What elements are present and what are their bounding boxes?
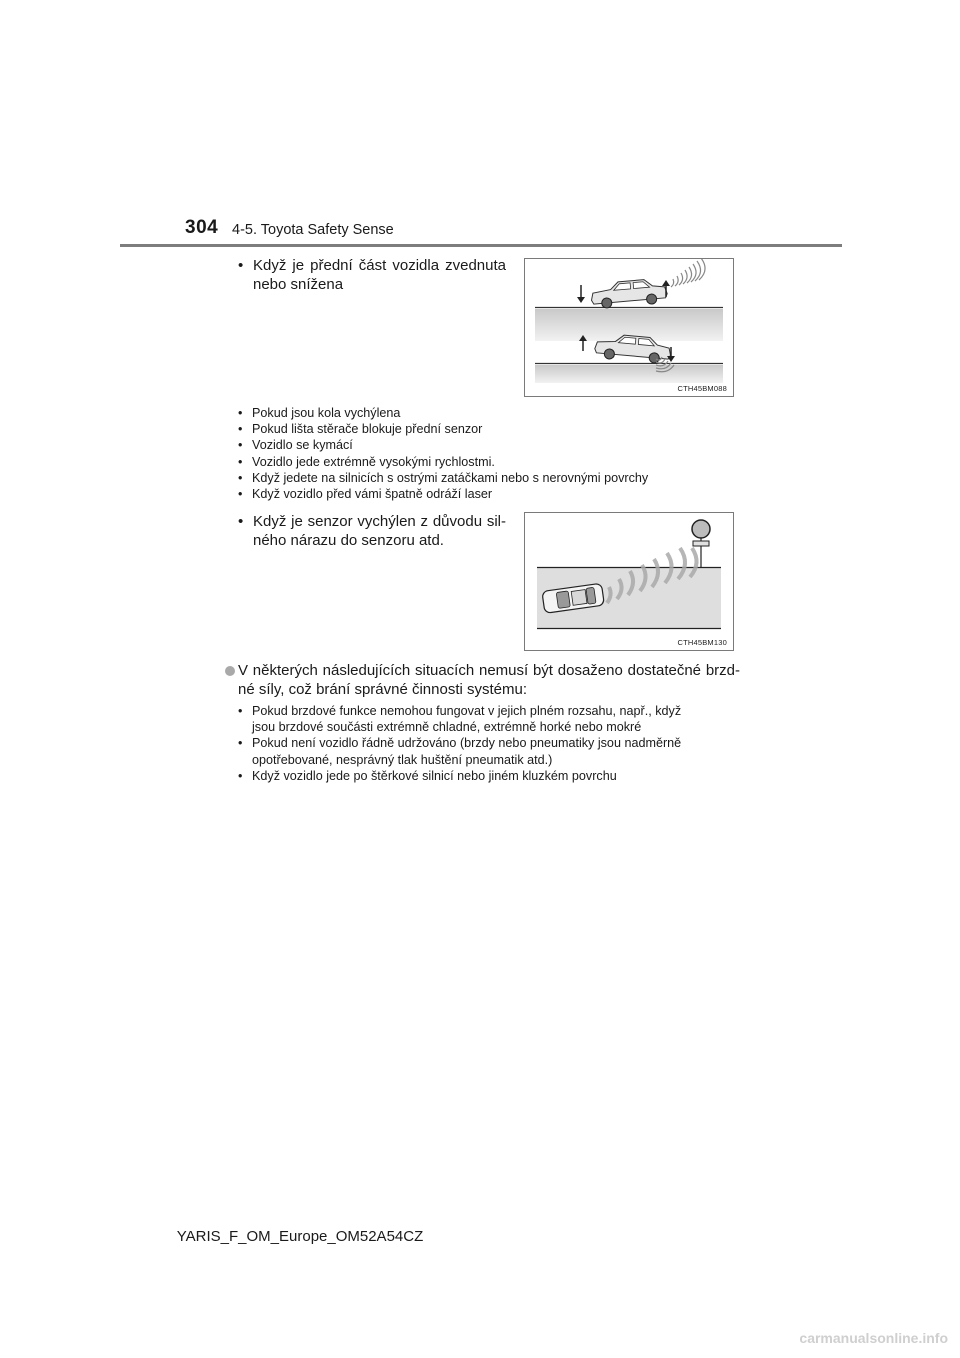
list-item-continuation <box>238 719 681 735</box>
bullet: • <box>238 257 244 274</box>
list-item: • Vozidlo jede extrémně vysokými rychlostmi. <box>238 454 495 469</box>
list-item-continuation <box>238 752 681 768</box>
brake-force-paragraph <box>238 661 740 699</box>
list-item-text: Když jedete na silnicích s ostrými zatáčkami nebo s nerovnými povrchy <box>252 470 649 485</box>
document-footer: YARIS_F_OM_Europe_OM52A54CZ <box>176 1228 424 1245</box>
section-title: 4-5. Toyota Safety Sense <box>232 222 394 238</box>
item-text-line: nebo snížena <box>253 276 344 293</box>
figure-code: CTH45BM088 <box>677 384 727 393</box>
radar-beam-icon <box>671 259 705 287</box>
list-item: • Když vozidlo jede po štěrkové silnicí nebo jiném kluzkém povrchu <box>238 768 617 783</box>
arrow-down-icon <box>577 285 585 303</box>
brake-condition-list <box>238 703 681 784</box>
item-text-line: ného nárazu do senzoru atd. <box>253 532 444 549</box>
list-item-text: Když vozidlo jede po štěrkové silnicí nebo jiném kluzkém povrchu <box>252 768 617 783</box>
condition-list <box>238 405 648 502</box>
paragraph-line: né síly, což brání správné činnosti systému: <box>238 681 528 698</box>
list-item-text: Pokud není vozidlo řádně udržováno (brzdy nebo pneumatiky jsou nadměrně <box>252 736 682 751</box>
figure-code: CTH45BM130 <box>677 638 727 647</box>
paragraph-line: V některých následujících situacích nemusí být dosaženo dostatečné brzd- <box>238 662 740 679</box>
car-nose-raised-icon <box>590 278 668 310</box>
list-item-text: Pokud brzdové funkce nemohou fungovat v jejich plném rozsahu, např., když <box>252 704 682 718</box>
section-bullet-icon <box>225 666 235 676</box>
bullet-item-front-raised <box>238 256 506 296</box>
header-rule <box>120 244 842 247</box>
list-item-text: Když vozidlo před vámi špatně odráží laser <box>252 487 493 502</box>
list-item: • Když jedete na silnicích s ostrými zatáčkami nebo s nerovnými povrchy <box>238 470 649 485</box>
item-text-line: Když je přední část vozidla zvednuta <box>253 257 506 274</box>
list-item: • Když vozidlo před vámi špatně odráží laser <box>238 487 493 502</box>
bullet-item-sensor-misaligned <box>238 512 506 552</box>
list-item: • Pokud není vozidlo řádně udržováno (brzdy nebo pneumatiky jsou nadměrně <box>238 736 682 751</box>
watermark: carmanualsonline.info <box>799 1330 948 1346</box>
figure-vehicle-pitch <box>524 258 734 397</box>
list-item-text: Pokud lišta stěrače blokuje přední senzor <box>252 422 483 437</box>
sensor-misaligned-illustration <box>525 513 733 650</box>
page-number: 304 <box>185 217 219 238</box>
road-surface <box>535 365 723 383</box>
list-item-text: jsou brzdové součásti extrémně chladné, extrémně horké nebo mokré <box>252 720 642 735</box>
figure-sensor-misaligned <box>524 512 734 651</box>
list-item-text: Vozidlo jede extrémně vysokými rychlostmi. <box>252 454 495 469</box>
list-item: • Pokud jsou kola vychýlena <box>238 406 401 420</box>
list-item-text: opotřebované, nesprávný tlak huštění pneumatik atd.) <box>252 752 553 767</box>
bullet: • <box>238 513 244 530</box>
list-item-text: Vozidlo se kymácí <box>252 438 353 453</box>
item-text-line: Když je senzor vychýlen z důvodu sil- <box>253 513 506 530</box>
list-item-text: Pokud jsou kola vychýlena <box>252 406 401 420</box>
list-item: • Pokud lišta stěrače blokuje přední senzor <box>238 422 483 437</box>
vehicle-pitch-illustration <box>525 259 733 396</box>
list-item: • Pokud brzdové funkce nemohou fungovat v jejich plném rozsahu, např., když <box>238 704 682 718</box>
list-item: • Vozidlo se kymácí <box>238 438 353 453</box>
